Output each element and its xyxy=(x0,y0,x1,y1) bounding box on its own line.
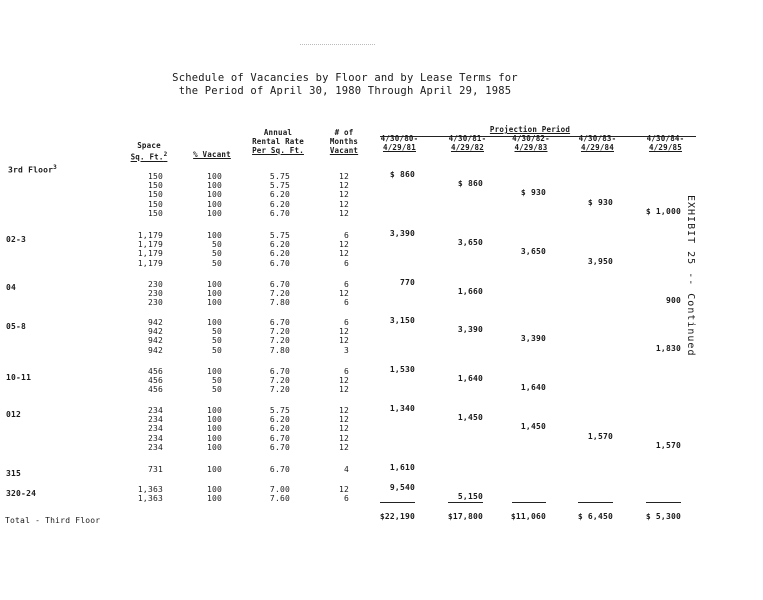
space-cell: 1,363 xyxy=(137,494,163,504)
months-cell: 6 xyxy=(343,258,349,268)
space-cell: 150 xyxy=(147,190,163,200)
period-header-4: 4/30/83- 4/29/84 xyxy=(578,134,617,152)
rate-cell: 6.70 xyxy=(269,442,290,452)
space-cell: 150 xyxy=(147,199,163,209)
vacant-cell: 50 xyxy=(211,345,222,355)
rate-cell: 7.80 xyxy=(269,298,290,308)
projection-amount: 3,650 xyxy=(457,238,483,248)
rate-cell: 7.60 xyxy=(269,494,290,504)
vacant-cell: 100 xyxy=(206,415,222,425)
rate-cell: 6.70 xyxy=(269,280,290,289)
projection-amount: 1,530 xyxy=(389,365,415,374)
vacant-cell: 50 xyxy=(211,327,222,337)
rate-cell: 7.00 xyxy=(269,485,290,494)
space-cell: 234 xyxy=(147,415,163,425)
vacant-cell: 50 xyxy=(211,240,222,250)
vacant-cell: 100 xyxy=(206,433,222,443)
space-cell: 234 xyxy=(147,442,163,452)
rate-cell: 6.20 xyxy=(269,190,290,200)
projection-amount: 3,390 xyxy=(457,325,483,335)
projection-amount: $ 1,000 xyxy=(645,206,681,216)
space-cell: 456 xyxy=(147,385,163,395)
vacant-cell: 50 xyxy=(211,249,222,259)
months-cell: 12 xyxy=(338,433,349,443)
vacant-cell: 100 xyxy=(206,442,222,452)
projection-amount: 1,450 xyxy=(520,422,546,432)
floor-label: 3rd Floor$^3$ xyxy=(8,164,57,175)
total-amount-3: $11,060 xyxy=(510,512,546,521)
projection-amount: 1,340 xyxy=(389,404,415,413)
projection-amount: 1,830 xyxy=(655,343,681,353)
rate-cell: 6.20 xyxy=(269,249,290,259)
vacant-cell: 100 xyxy=(206,298,222,308)
vacant-cell: 100 xyxy=(206,494,222,504)
title-line-1: Schedule of Vacancies by Floor and by Lease Terms for xyxy=(172,72,518,84)
rate-cell: 7.20 xyxy=(269,376,290,386)
projection-amount: 5,150 xyxy=(457,492,483,502)
title-line-2: the Period of April 30, 1980 Through April 29, 1985 xyxy=(178,85,512,97)
period-header-3: 4/30/82- 4/29/83 xyxy=(512,134,550,152)
months-cell: 6 xyxy=(343,367,349,376)
scan-speck xyxy=(300,44,375,47)
rate-cell: 6.70 xyxy=(269,318,290,327)
projection-amount: 3,390 xyxy=(520,334,546,344)
vacant-cell: 100 xyxy=(206,465,222,474)
months-cell: 12 xyxy=(338,172,349,181)
months-cell: 12 xyxy=(338,336,349,346)
total-rule xyxy=(512,502,546,503)
months-cell: 12 xyxy=(338,485,349,494)
space-cell: 942 xyxy=(147,327,163,337)
space-cell: 1,179 xyxy=(137,231,163,240)
rate-cell: 5.75 xyxy=(269,172,290,181)
space-cell: 942 xyxy=(147,336,163,346)
space-cell: 456 xyxy=(147,376,163,386)
vacant-cell: 50 xyxy=(211,376,222,386)
projection-amount: 1,450 xyxy=(457,413,483,423)
header-months-vacant: # of Months Vacant xyxy=(329,128,359,155)
vacant-cell: 100 xyxy=(206,190,222,200)
vacant-cell: 50 xyxy=(211,258,222,268)
unit-label: 012 xyxy=(6,410,22,419)
vacant-cell: 100 xyxy=(206,208,222,218)
space-cell: 1,363 xyxy=(137,485,163,494)
rate-cell: 6.20 xyxy=(269,424,290,434)
months-cell: 6 xyxy=(343,494,349,504)
vacant-cell: 100 xyxy=(206,181,222,191)
rate-cell: 5.75 xyxy=(269,231,290,240)
rate-cell: 7.20 xyxy=(269,385,290,395)
space-cell: 230 xyxy=(147,298,163,308)
projection-amount: 9,540 xyxy=(389,483,415,492)
months-cell: 6 xyxy=(343,318,349,327)
vacant-cell: 100 xyxy=(206,231,222,240)
space-cell: 150 xyxy=(147,181,163,191)
vacant-cell: 100 xyxy=(206,289,222,299)
unit-label: 10-11 xyxy=(6,373,32,382)
rate-cell: 7.20 xyxy=(269,336,290,346)
months-cell: 12 xyxy=(338,190,349,200)
period-header-5: 4/30/84- 4/29/85 xyxy=(646,134,685,152)
total-rule xyxy=(646,502,681,503)
months-cell: 6 xyxy=(343,298,349,308)
rate-cell: 5.75 xyxy=(269,406,290,415)
rate-cell: 6.20 xyxy=(269,240,290,250)
months-cell: 12 xyxy=(338,415,349,425)
vacant-cell: 100 xyxy=(206,424,222,434)
months-cell: 12 xyxy=(338,208,349,218)
projection-amount: 3,950 xyxy=(587,256,613,266)
space-cell: 150 xyxy=(147,172,163,181)
months-cell: 12 xyxy=(338,249,349,259)
vacant-cell: 50 xyxy=(211,385,222,395)
unit-label: 05-8 xyxy=(6,322,27,331)
space-cell: 942 xyxy=(147,318,163,327)
projection-amount: $ 860 xyxy=(457,179,483,189)
projection-amount: 900 xyxy=(665,296,681,306)
months-cell: 12 xyxy=(338,385,349,395)
vacant-cell: 100 xyxy=(206,367,222,376)
rate-cell: 6.70 xyxy=(269,367,290,376)
rate-cell: 6.70 xyxy=(269,433,290,443)
header-rental-rate: Annual Rental Rate Per Sq. Ft. xyxy=(252,128,304,155)
months-cell: 12 xyxy=(338,442,349,452)
vacant-cell: 100 xyxy=(206,199,222,209)
total-rule xyxy=(448,502,483,503)
total-rule xyxy=(380,502,415,503)
vacant-cell: 50 xyxy=(211,336,222,346)
space-cell: 1,179 xyxy=(137,249,163,259)
projection-amount: 3,150 xyxy=(389,316,415,325)
total-amount-4: $ 6,450 xyxy=(577,512,613,521)
rate-cell: 7.20 xyxy=(269,327,290,337)
months-cell: 12 xyxy=(338,406,349,415)
exhibit-side-label: EXHIBIT 25 -- Continued xyxy=(685,195,696,357)
total-amount-1: $22,190 xyxy=(379,512,415,521)
projection-amount: $ 930 xyxy=(587,197,613,207)
months-cell: 6 xyxy=(343,231,349,240)
projection-amount: 1,640 xyxy=(520,383,546,393)
months-cell: 12 xyxy=(338,181,349,191)
space-cell: 150 xyxy=(147,208,163,218)
projection-amount: 3,650 xyxy=(520,247,546,257)
months-cell: 12 xyxy=(338,327,349,337)
period-header-2: 4/30/81- 4/29/82 xyxy=(448,134,487,152)
space-cell: 1,179 xyxy=(137,240,163,250)
space-cell: 230 xyxy=(147,280,163,289)
unit-label: 04 xyxy=(6,283,17,292)
rate-cell: 6.20 xyxy=(269,415,290,425)
header-projection-period: Projection Period xyxy=(489,125,571,134)
projection-amount: 1,610 xyxy=(389,463,415,472)
months-cell: 12 xyxy=(338,289,349,299)
vacant-cell: 100 xyxy=(206,406,222,415)
space-cell: 234 xyxy=(147,406,163,415)
header-percent-vacant: % Vacant xyxy=(193,150,231,159)
projection-amount: 1,660 xyxy=(457,287,483,297)
rate-cell: 6.70 xyxy=(269,208,290,218)
projection-amount: 3,390 xyxy=(389,229,415,238)
months-cell: 6 xyxy=(343,280,349,289)
period-header-1: 4/30/80- 4/29/81 xyxy=(380,134,419,152)
rate-cell: 6.20 xyxy=(269,199,290,209)
vacant-cell: 100 xyxy=(206,485,222,494)
total-amount-2: $17,800 xyxy=(447,512,483,521)
space-cell: 230 xyxy=(147,289,163,299)
total-rule xyxy=(578,502,613,503)
space-cell: 942 xyxy=(147,345,163,355)
space-cell: 731 xyxy=(147,465,163,474)
vacant-cell: 100 xyxy=(206,280,222,289)
projection-amount: 770 xyxy=(399,278,415,287)
months-cell: 12 xyxy=(338,240,349,250)
rate-cell: 7.20 xyxy=(269,289,290,299)
rate-cell: 7.80 xyxy=(269,345,290,355)
rate-cell: 6.70 xyxy=(269,465,290,474)
unit-label: 315 xyxy=(6,469,22,478)
space-cell: 234 xyxy=(147,433,163,443)
total-label: Total - Third Floor xyxy=(5,516,101,525)
months-cell: 4 xyxy=(343,465,349,474)
header-space: Space Sq. Ft.$^2$ xyxy=(130,141,168,162)
unit-label: 320-24 xyxy=(6,489,37,498)
months-cell: 12 xyxy=(338,424,349,434)
projection-amount: $ 860 xyxy=(389,170,415,179)
projection-amount: $ 930 xyxy=(520,188,546,198)
projection-amount: 1,640 xyxy=(457,374,483,384)
projection-amount: 1,570 xyxy=(587,431,613,441)
months-cell: 12 xyxy=(338,376,349,386)
space-cell: 234 xyxy=(147,424,163,434)
months-cell: 12 xyxy=(338,199,349,209)
unit-label: 02-3 xyxy=(6,235,27,244)
total-amount-5: $ 5,300 xyxy=(645,512,681,521)
vacant-cell: 100 xyxy=(206,172,222,181)
months-cell: 3 xyxy=(343,345,349,355)
projection-amount: 1,570 xyxy=(655,440,681,450)
space-cell: 1,179 xyxy=(137,258,163,268)
rate-cell: 5.75 xyxy=(269,181,290,191)
vacant-cell: 100 xyxy=(206,318,222,327)
space-cell: 456 xyxy=(147,367,163,376)
rate-cell: 6.70 xyxy=(269,258,290,268)
